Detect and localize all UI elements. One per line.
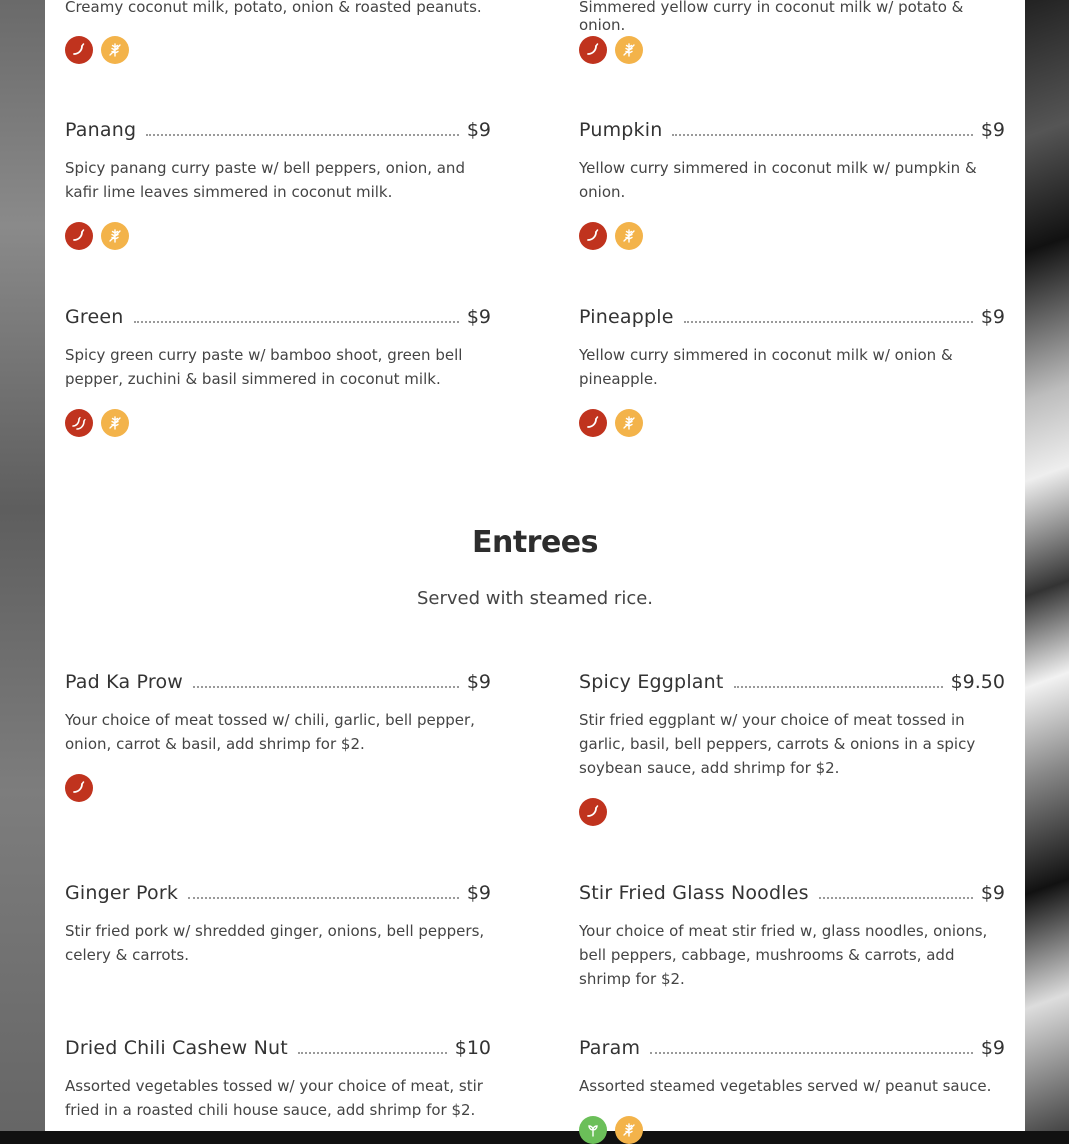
- item-description: Your choice of meat stir fried w, glass noodles, onions, bell peppers, cabbage, mushrooms & carrots, add shrimp for $2.: [579, 922, 988, 988]
- item-name: Stir Fried Glass Noodles: [579, 882, 809, 904]
- menu-item-dried-chili-cashew-nut: [65, 1036, 491, 1122]
- item-description: Spicy green curry paste w/ bamboo shoot, green bell pepper, zuchini & basil simmered in coconut milk.: [65, 346, 463, 388]
- menu-sheet: [45, 0, 1025, 1131]
- item-name: Dried Chili Cashew Nut: [65, 1037, 288, 1059]
- curry-top-right-icons: [579, 36, 643, 64]
- gluten-free-icon: [101, 36, 129, 64]
- item-price: $9: [466, 882, 491, 904]
- dot-leader: [298, 1036, 447, 1054]
- dot-leader: [734, 670, 943, 688]
- item-price: $9: [980, 1037, 1005, 1059]
- menu-item-pumpkin: [579, 118, 1005, 250]
- item-icons: [65, 409, 491, 437]
- menu-item-pad-ka-prow: [65, 670, 491, 802]
- chili-icon: [65, 222, 93, 250]
- item-price: $9: [466, 119, 491, 141]
- item-description: Your choice of meat tossed w/ chili, garlic, bell pepper, onion, carrot & basil, add shrimp for $2.: [65, 711, 475, 753]
- item-icons: [579, 409, 1005, 437]
- dot-leader: [146, 118, 459, 136]
- menu-item-param: [579, 1036, 1005, 1144]
- gluten-free-icon: [615, 36, 643, 64]
- dot-leader: [134, 305, 459, 323]
- chili-icon: [579, 409, 607, 437]
- background-right: [1025, 0, 1069, 1131]
- double-chili-icon: [65, 409, 93, 437]
- item-icons: [579, 1116, 1005, 1144]
- item-price: $9: [466, 306, 491, 328]
- menu-item-spicy-eggplant: [579, 670, 1005, 826]
- menu-item-stir-fried-glass-noodles: [579, 881, 1005, 991]
- menu-item-ginger-pork: [65, 881, 491, 967]
- item-icons: [579, 798, 1005, 826]
- item-price: $9: [466, 671, 491, 693]
- dot-leader: [684, 305, 973, 323]
- gluten-free-icon: [615, 1116, 643, 1144]
- item-name: Spicy Eggplant: [579, 671, 724, 693]
- gluten-free-icon: [101, 222, 129, 250]
- item-icons: [65, 774, 491, 802]
- gluten-free-icon: [615, 409, 643, 437]
- chili-icon: [65, 774, 93, 802]
- item-name: Green: [65, 306, 124, 328]
- dot-leader: [672, 118, 972, 136]
- item-description: Spicy panang curry paste w/ bell peppers, onion, and kafir lime leaves simmered in coconut milk.: [65, 159, 465, 201]
- item-price: $9.50: [950, 671, 1005, 693]
- chili-icon: [579, 798, 607, 826]
- item-name: Pad Ka Prow: [65, 671, 184, 693]
- item-price: $9: [980, 882, 1005, 904]
- item-description: Yellow curry simmered in coconut milk w/ pumpkin & onion.: [579, 159, 977, 201]
- dot-leader: [650, 1036, 973, 1054]
- dot-leader: [193, 670, 459, 688]
- gluten-free-icon: [101, 409, 129, 437]
- item-price: $9: [980, 306, 1005, 328]
- gluten-free-icon: [615, 222, 643, 250]
- menu-item-panang: [65, 118, 491, 250]
- item-name: Param: [579, 1037, 641, 1059]
- item-description: Yellow curry simmered in coconut milk w/ onion & pineapple.: [579, 346, 953, 388]
- item-name: Pumpkin: [579, 119, 663, 141]
- dot-leader: [188, 881, 459, 899]
- item-name: Pineapple: [579, 306, 674, 328]
- item-description: Assorted vegetables tossed w/ your choice of meat, stir fried in a roasted chili house sauce, add shrimp for $2.: [65, 1077, 483, 1119]
- item-name: Panang: [65, 119, 137, 141]
- chili-icon: [65, 36, 93, 64]
- chili-icon: [579, 222, 607, 250]
- item-icons: [65, 222, 491, 250]
- menu-item-green: [65, 305, 491, 437]
- item-icons: [579, 222, 1005, 250]
- curry-top-left-icons: [65, 36, 129, 64]
- item-name: Ginger Pork: [65, 882, 179, 904]
- background-left: [0, 0, 45, 1131]
- section-subtitle-entrees: Served with steamed rice.: [416, 588, 654, 609]
- chili-icon: [579, 36, 607, 64]
- item-price: $10: [454, 1037, 491, 1059]
- dot-leader: [819, 881, 973, 899]
- curry-top-right-description: Simmered yellow curry in coconut milk w/ potato & onion.: [579, 0, 964, 34]
- item-description: Stir fried eggplant w/ your choice of meat tossed in garlic, basil, bell peppers, carrots & onions in a spicy soybean sauce, add shrimp for $2.: [579, 711, 976, 777]
- item-price: $9: [980, 119, 1005, 141]
- item-description: Stir fried pork w/ shredded ginger, onions, bell peppers, celery & carrots.: [65, 922, 485, 964]
- menu-item-pineapple: [579, 305, 1005, 437]
- item-description: Assorted steamed vegetables served w/ peanut sauce.: [579, 1077, 992, 1095]
- vegetarian-icon: [579, 1116, 607, 1144]
- curry-top-left-description: Creamy coconut milk, potato, onion & roasted peanuts.: [65, 0, 482, 16]
- section-title-entrees: Entrees: [471, 525, 599, 560]
